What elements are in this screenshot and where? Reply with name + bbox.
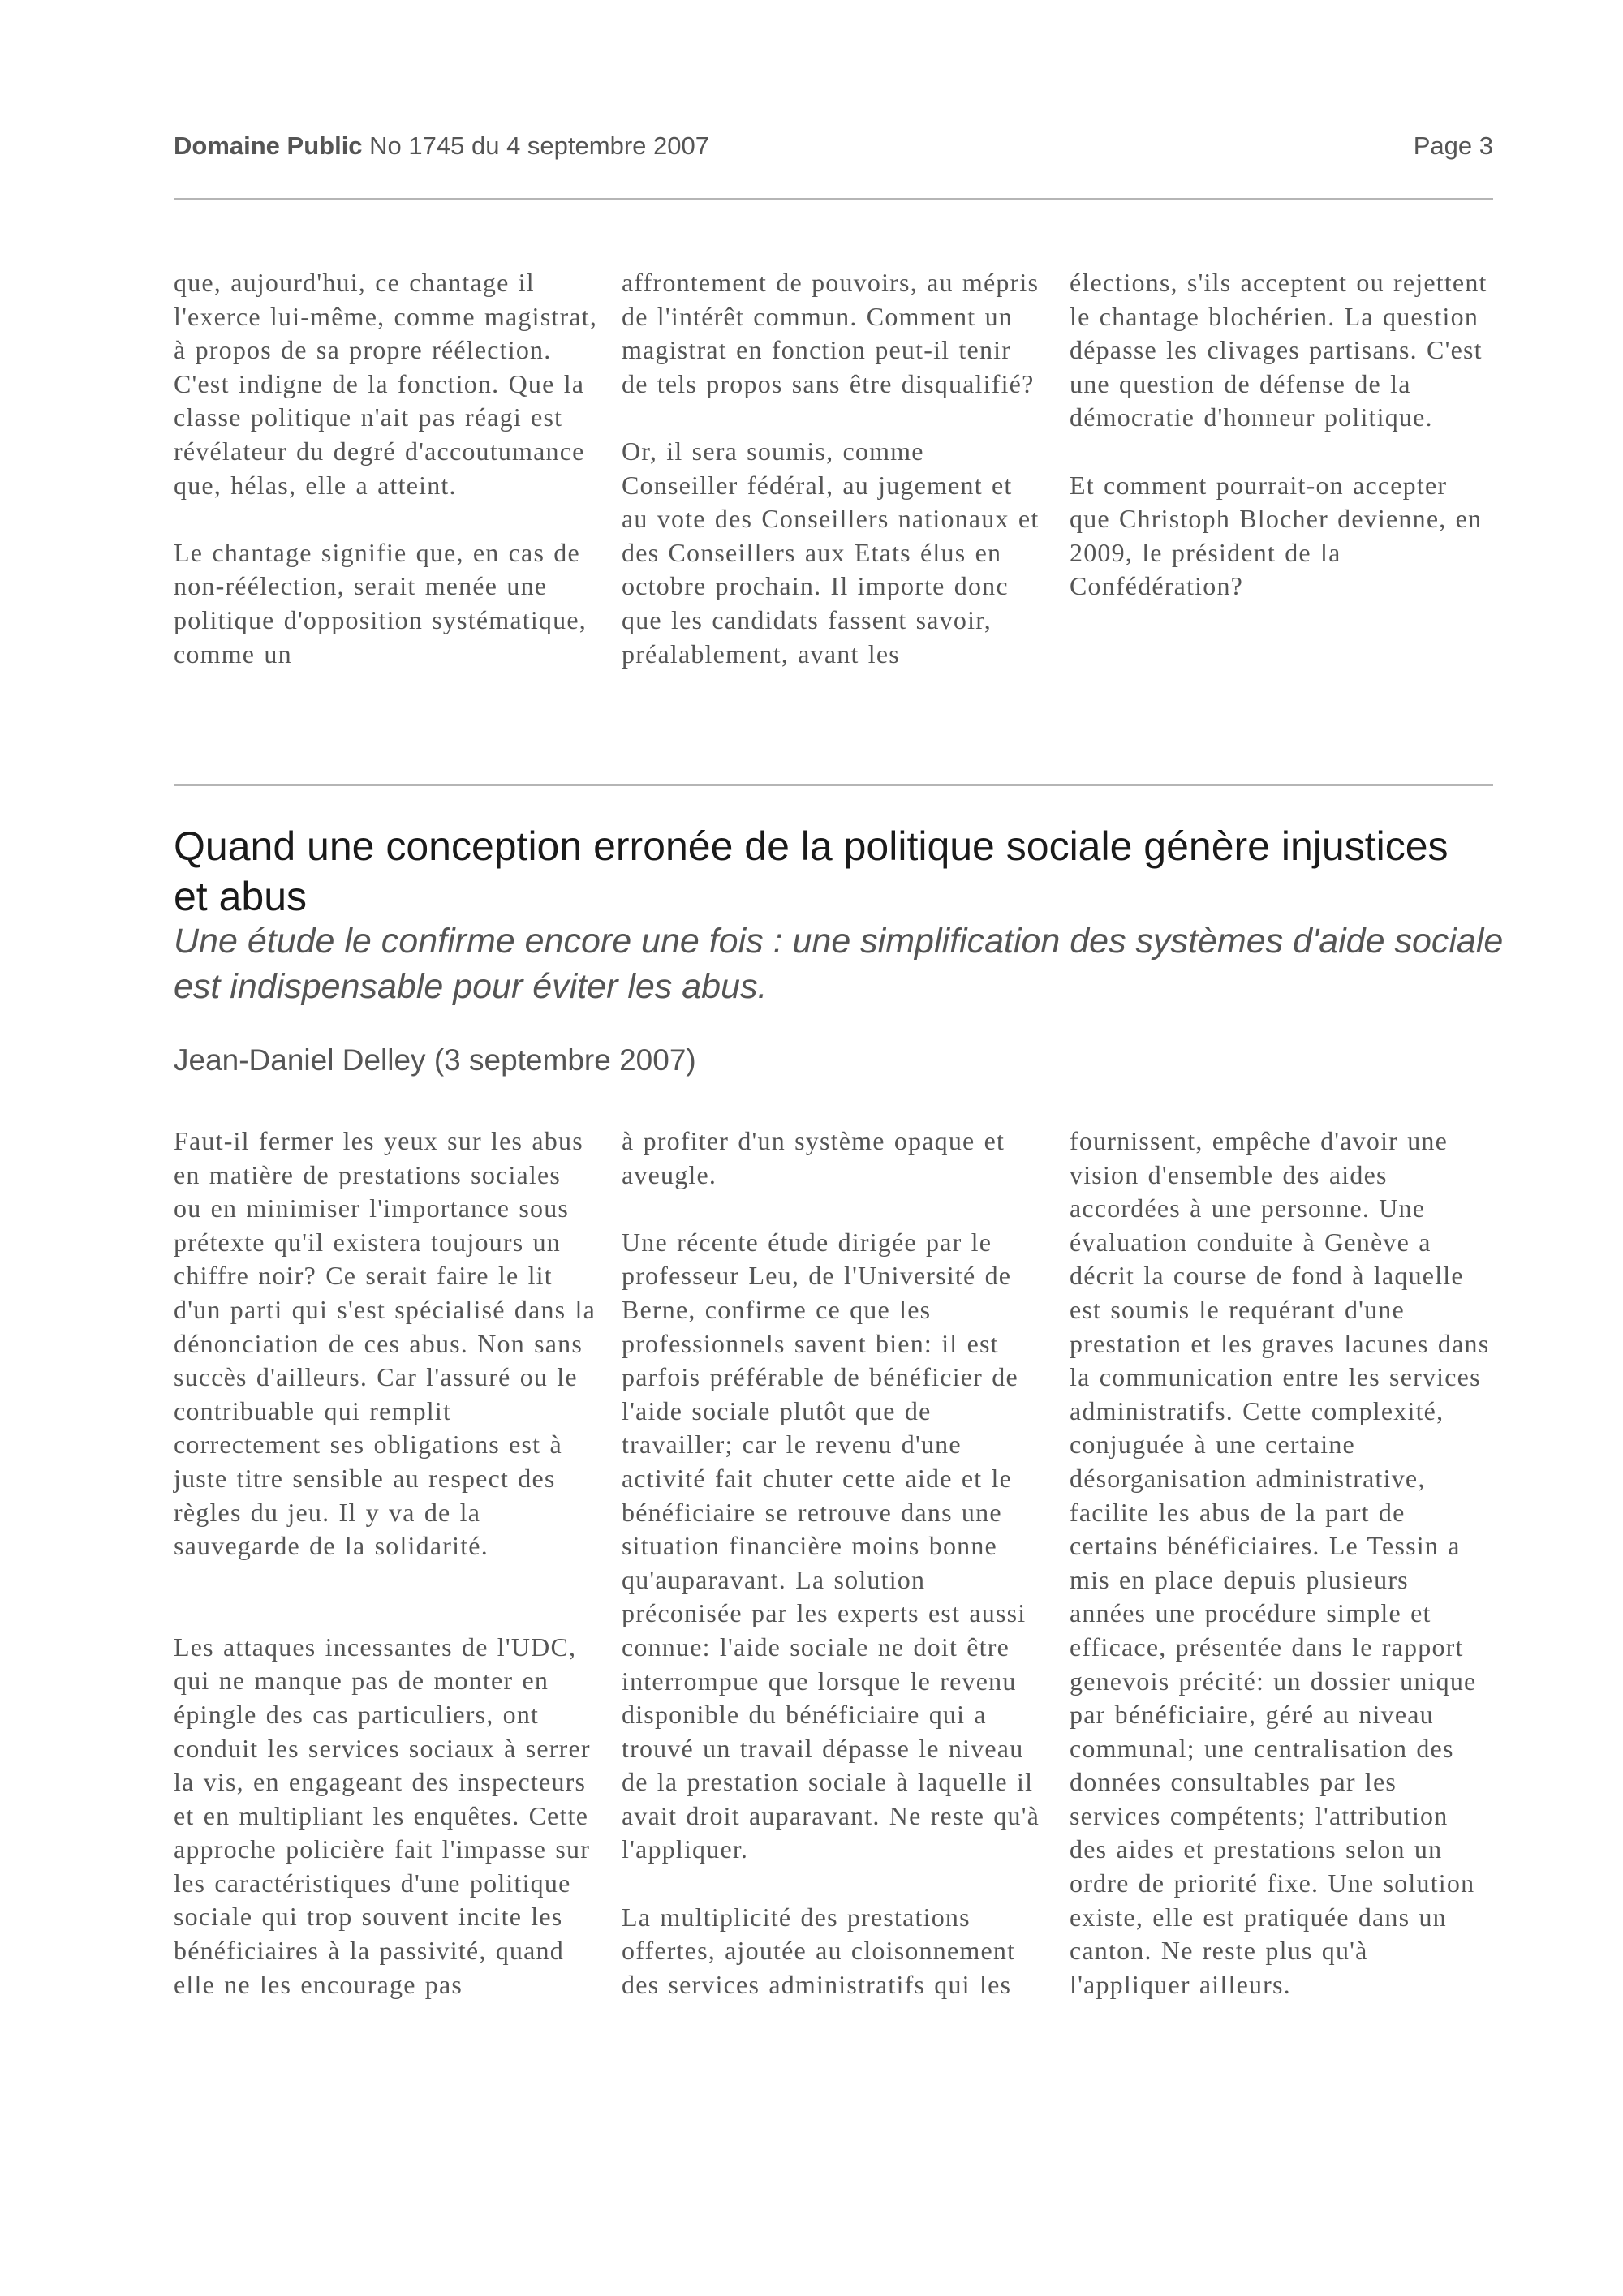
article-divider	[174, 784, 1493, 786]
issue-info: No 1745 du 4 septembre 2007	[369, 131, 709, 160]
page-header	[174, 131, 1493, 161]
paragraph: Les attaques incessantes de l'UDC, qui ne manque pas de monter en épingle des cas particuliers, ont conduit les services sociaux à serrer la vis, en engageant des inspecteurs et en multipliant les enquêtes. Cette approche policière fait l'impasse sur les caractéristiques d'une politique sociale qui trop souvent incite les bénéficiaires à la passivité, quand elle ne les encourage pas	[174, 1632, 591, 1999]
paragraph: à profiter d'un système opaque et aveugle.	[622, 1126, 1005, 1189]
article-byline: Jean-Daniel Delley (3 septembre 2007)	[174, 1043, 696, 1077]
paragraph: Faut-il fermer les yeux sur les abus en matière de prestations sociales ou en minimiser l'importance sous prétexte qu'il existera toujours un chiffre noir? Ce serait faire le lit d'un parti qui s'est spécialisé dans la dénonciation de ces abus. Non sans succès d'ailleurs. Car l'assuré ou le contribuable qui remplit correctement ses obligations est à juste titre sensible au respect des règles du jeu. Il y va de la sauvegarde de la solidarité.	[174, 1126, 596, 1561]
paragraph: Une récente étude dirigée par le professeur Leu, de l'Université de Berne, confirme ce que les professionnels savent bien: il est parfois préférable de bénéficier de l'aide sociale plutôt que de travailler; car le revenu d'une activité fait chuter cette aide et le bénéficiaire se retrouve dans une situation financière moins bonne qu'auparavant. La solution préconisée par les experts est aussi connue: l'aide sociale ne doit être interrompue que lorsque le revenu disponible du bénéficiaire qui a trouvé un travail dépasse le niveau de la prestation sociale à laquelle il avait droit auparavant. Ne reste qu'à l'appliquer.	[622, 1227, 1040, 1864]
article-column-3	[1070, 1124, 1493, 2036]
article-subtitle: Une étude le confirme encore une fois : une simplification des systèmes d'aide sociale est indispensable pour éviter les abus.	[174, 922, 1504, 1006]
prev-article-column-3	[1070, 266, 1493, 705]
article-column-1	[174, 1124, 597, 2036]
article-title: Quand une conception erronée de la politique sociale génère injustices et abus	[174, 823, 1449, 919]
paragraph: Or, il sera soumis, comme Conseiller fédéral, au jugement et au vote des Conseillers nationaux et des Conseillers aux Etats élus en octobre prochain. Il importe donc que les candidats fassent savoir, préalablement, avant les	[622, 436, 1040, 669]
prev-article-column-2	[622, 266, 1045, 705]
publication-name: Domaine Public	[174, 131, 363, 160]
page-number: Page 3	[1413, 131, 1493, 160]
paragraph: Et comment pourrait-on accepter que Christoph Blocher devienne, en 2009, le président de la Confédération?	[1070, 470, 1483, 601]
paragraph: affrontement de pouvoirs, au mépris de l'intérêt commun. Comment un magistrat en fonction peut-il tenir de tels propos sans être disqualifié?	[622, 268, 1040, 398]
paragraph: La multiplicité des prestations offertes, ajoutée au cloisonnement des services administratifs qui les	[622, 1902, 1016, 1999]
article-body	[174, 1124, 1493, 2036]
header-divider	[174, 198, 1493, 200]
paragraph: élections, s'ils acceptent ou rejettent le chantage blochérien. La question dépasse les clivages partisans. C'est une question de défense de la démocratie d'honneur politique.	[1070, 268, 1487, 432]
paragraph: fournissent, empêche d'avoir une vision d'ensemble des aides accordées à une personne. Une évaluation conduite à Genève a décrit la course de fond à laquelle est soumis le requérant d'une prestation et les graves lacunes dans la communication entre les services administratifs. Cette complexité, conjuguée à une certaine désorganisation administrative, facilite les abus de la part de certains bénéficiaires. Le Tessin a mis en place depuis plusieurs années une procédure simple et efficace, présentée dans le rapport genevois précité: un dossier unique par bénéficiaire, géré au niveau communal; une centralisation des données consultables par les services compétents; l'attribution des aides et prestations selon un ordre de priorité fixe. Une solution existe, elle est pratiquée dans un canton. Ne reste plus qu'à l'appliquer ailleurs.	[1070, 1126, 1490, 1999]
prev-article-column-1	[174, 266, 597, 705]
previous-article-continuation	[174, 266, 1493, 705]
paragraph: Le chantage signifie que, en cas de non-réélection, serait menée une politique d'opposition systématique, comme un	[174, 537, 587, 669]
paragraph: que, aujourd'hui, ce chantage il l'exerce lui-même, comme magistrat, à propos de sa propre réélection. C'est indigne de la fonction. Que la classe politique n'ait pas réagi est révélateur du degré d'accoutumance que, hélas, elle a atteint.	[174, 268, 598, 500]
article-column-2	[622, 1124, 1045, 2036]
